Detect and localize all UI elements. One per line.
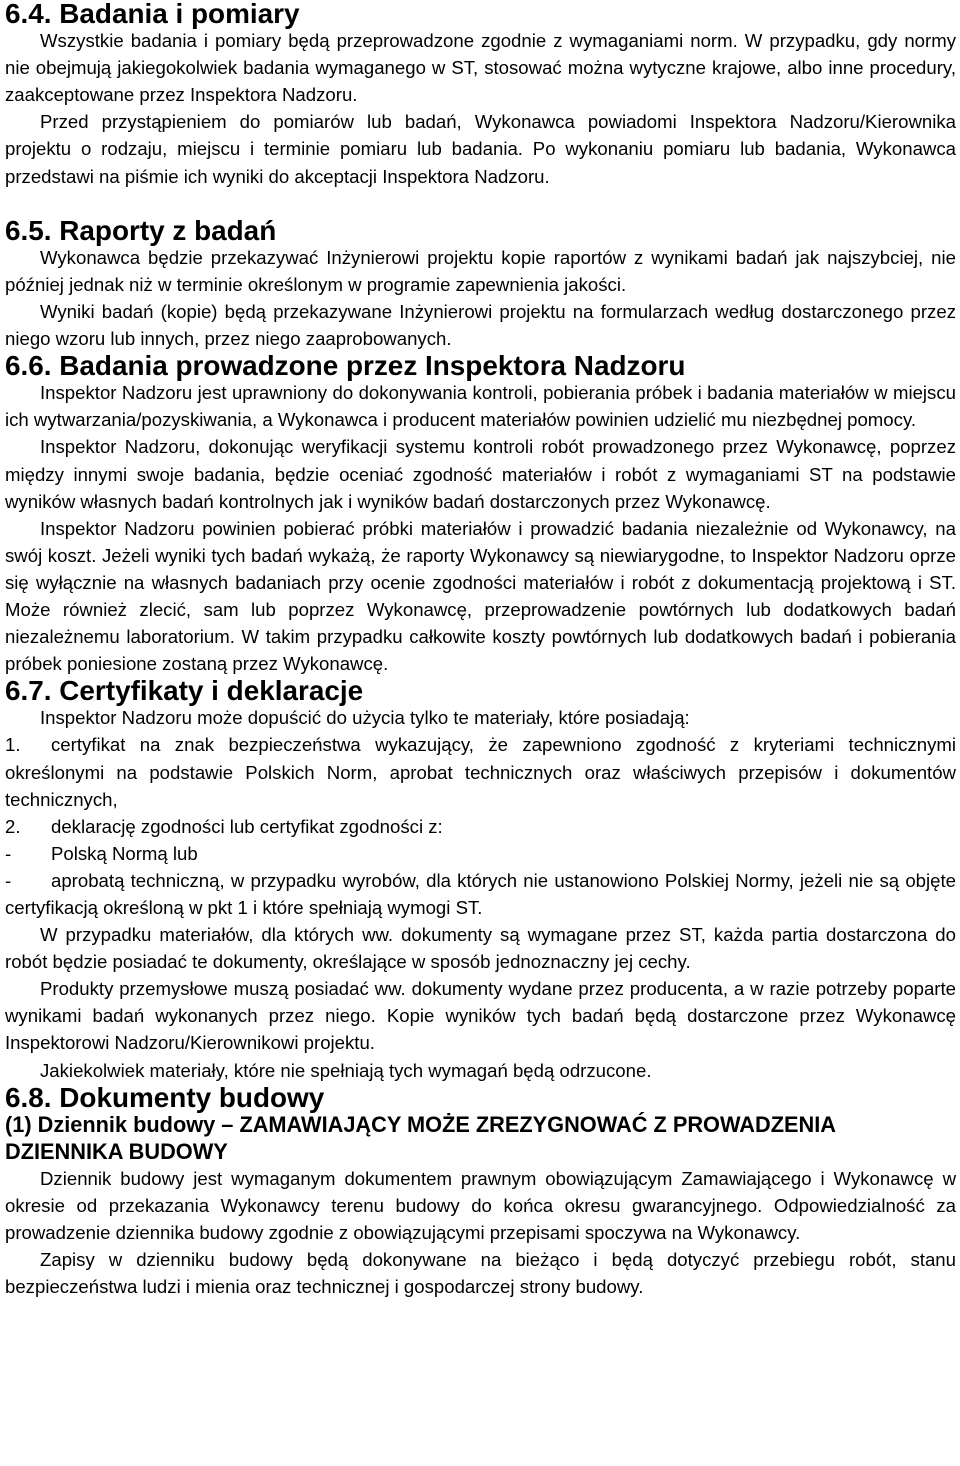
dash-item-1-text: Polską Normą lub [51, 842, 198, 864]
section-6-5-paragraph-1: Wykonawca będzie przekazywać Inżynierowi projektu kopie raportów z wynikami badań jak najszybciej, nie później jednak niż w terminie określonym w programie zapewnienia jakości. [5, 246, 956, 295]
section-6-8-paragraph-2: Zapisy w dzienniku budowy będą dokonywane na bieżąco i będą dotyczyć przebiegu robót, stanu bezpieczeństwa ludzi i mienia oraz technicznej i gospodarczej strony budowy. [5, 1249, 956, 1298]
section-6-8 [5, 1081, 956, 1301]
list-item-2-text: deklarację zgodności lub certyfikat zgodności z: [51, 815, 443, 837]
section-6-8-subtitle: (1) Dziennik budowy – ZAMAWIAJĄCY MOŻE ZREZYGNOWAĆ Z PROWADZENIA DZIENNIKA BUDOWY [5, 1111, 836, 1164]
section-6-7-intro: Inspektor Nadzoru może dopuścić do użycia tylko te materiały, które posiadają: [40, 707, 690, 729]
section-6-4 [5, 0, 956, 190]
section-6-7-title: 6.7. Certyfikaty i deklaracje [5, 675, 364, 707]
section-6-6-paragraph-1: Inspektor Nadzoru jest uprawniony do dokonywania kontroli, pobierania próbek i badania materiałów w miejscu ich wytwarzania/pozyskiwania, a Wykonawca i producent materiałów powinien udzielić mu niezbędnej pomocy. [5, 382, 956, 431]
section-gap [5, 190, 956, 217]
dash-item-2 [5, 867, 956, 921]
section-6-4-title: 6.4. Badania i pomiary [5, 0, 300, 29]
section-6-4-paragraph-2: Przed przystąpieniem do pomiarów lub badań, Wykonawca powiadomi Inspektora Nadzoru/Kierownika projektu o rodzaju, miejscu i terminie pomiaru lub badania. Po wykonaniu pomiaru lub badania, Wykonawca przedstawi na piśmie ich wyniki do akceptacji Inspektora Nadzoru. [5, 111, 956, 187]
section-6-7-paragraph-1: W przypadku materiałów, dla których ww. dokumenty są wymagane przez ST, każda partia dostarczona do robót będzie posiadać te dokumenty, określające w sposób jednoznaczny jej cechy. [5, 924, 956, 973]
section-6-4-paragraph-1: Wszystkie badania i pomiary będą przeprowadzone zgodnie z wymaganiami norm. W przypadku, gdy normy nie obejmują jakiegokolwiek badania wymaganego w ST, stosować można wytyczne krajowe, albo inne procedury, zaakceptowane przez Inspektora Nadzoru. [5, 30, 956, 106]
section-6-7-paragraph-3: Jakiekolwiek materiały, które nie spełniają tych wymagań będą odrzucone. [40, 1059, 652, 1081]
list-marker-1: 1. [5, 734, 21, 756]
dash-item-1 [5, 840, 956, 867]
dash-item-2-text: aprobatą techniczną, w przypadku wyrobów, dla których nie ustanowiono Polskiej Normy, jeżeli nie są objęte certyfikacją określoną w pkt 1 i które spełniają wymogi ST. [5, 869, 956, 918]
dash-marker-1: - [5, 842, 12, 864]
section-6-6 [5, 352, 956, 677]
section-6-8-paragraph-1: Dziennik budowy jest wymaganym dokumentem prawnym obowiązującym Zamawiającego i Wykonawcę w okresie od przekazania Wykonawcy terenu budowy do końca okresu gwarancyjnego. Odpowiedzialność za prowadzenie dziennika budowy zgodnie z obowiązującymi przepisami spoczywa na Wykonawcy. [5, 1167, 956, 1244]
section-6-6-paragraph-2: Inspektor Nadzoru, dokonując weryfikacji systemu kontroli robót prowadzonego przez Wykonawcę, poprzez między innymi swoje badania, będzie oceniać zgodność materiałów i robót z wymaganiami ST na podstawie wyników własnych badań kontrolnych jak i wyników badań dostarczonych przez Wykonawcę. [5, 436, 956, 512]
section-6-6-title: 6.6. Badania prowadzone przez Inspektora Nadzoru [5, 350, 686, 382]
section-6-6-paragraph-3: Inspektor Nadzoru powinien pobierać próbki materiałów i prowadzić badania niezależnie od Wykonawcy, na swój koszt. Jeżeli wyniki tych badań wykażą, że raporty Wykonawcy są niewiarygodne, to Inspektor Nadzoru oprze się wyłącznie na własnych badaniach przy ocenie zgodności materiałów i robót z dokumentacją projektową i ST. Może również zlecić, sam lub poprzez Wykonawcę, przeprowadzenie powtórnych lub dodatkowych badań niezależnemu laboratorium. W takim przypadku całkowite koszty powtórnych lub dodatkowych badań i pobierania próbek poniesione zostaną przez Wykonawcę. [5, 517, 956, 675]
list-item-1-text: certyfikat na znak bezpieczeństwa wykazujący, że zapewniono zgodność z kryteriami technicznymi określonymi na podstawie Polskich Norm, aprobat technicznych oraz właściwych przepisów i dokumentów technicznych, [5, 734, 956, 810]
section-6-7-paragraph-2: Produkty przemysłowe muszą posiadać ww. dokumenty wydane przez producenta, a w razie potrzeby poparte wynikami badań wykonanych przez niego. Kopie wyników tych badań będą dostarczone przez Wykonawcę Inspektorowi Nadzoru/Kierownikowi projektu. [5, 978, 956, 1054]
section-6-5 [5, 214, 956, 352]
section-6-5-title: 6.5. Raporty z badań [5, 214, 277, 246]
list-marker-2: 2. [5, 815, 21, 837]
dash-marker-2: - [5, 869, 12, 891]
list-item-1 [5, 731, 956, 812]
section-6-7 [5, 677, 956, 1083]
list-item-2 [5, 813, 956, 840]
section-6-5-paragraph-2: Wyniki badań (kopie) będą przekazywane Inżynierowi projektu na formularzach według dostarczonego przez niego wzoru lub innych, przez niego zaaprobowanych. [5, 300, 956, 350]
section-6-8-title: 6.8. Dokumenty budowy [5, 1081, 325, 1113]
